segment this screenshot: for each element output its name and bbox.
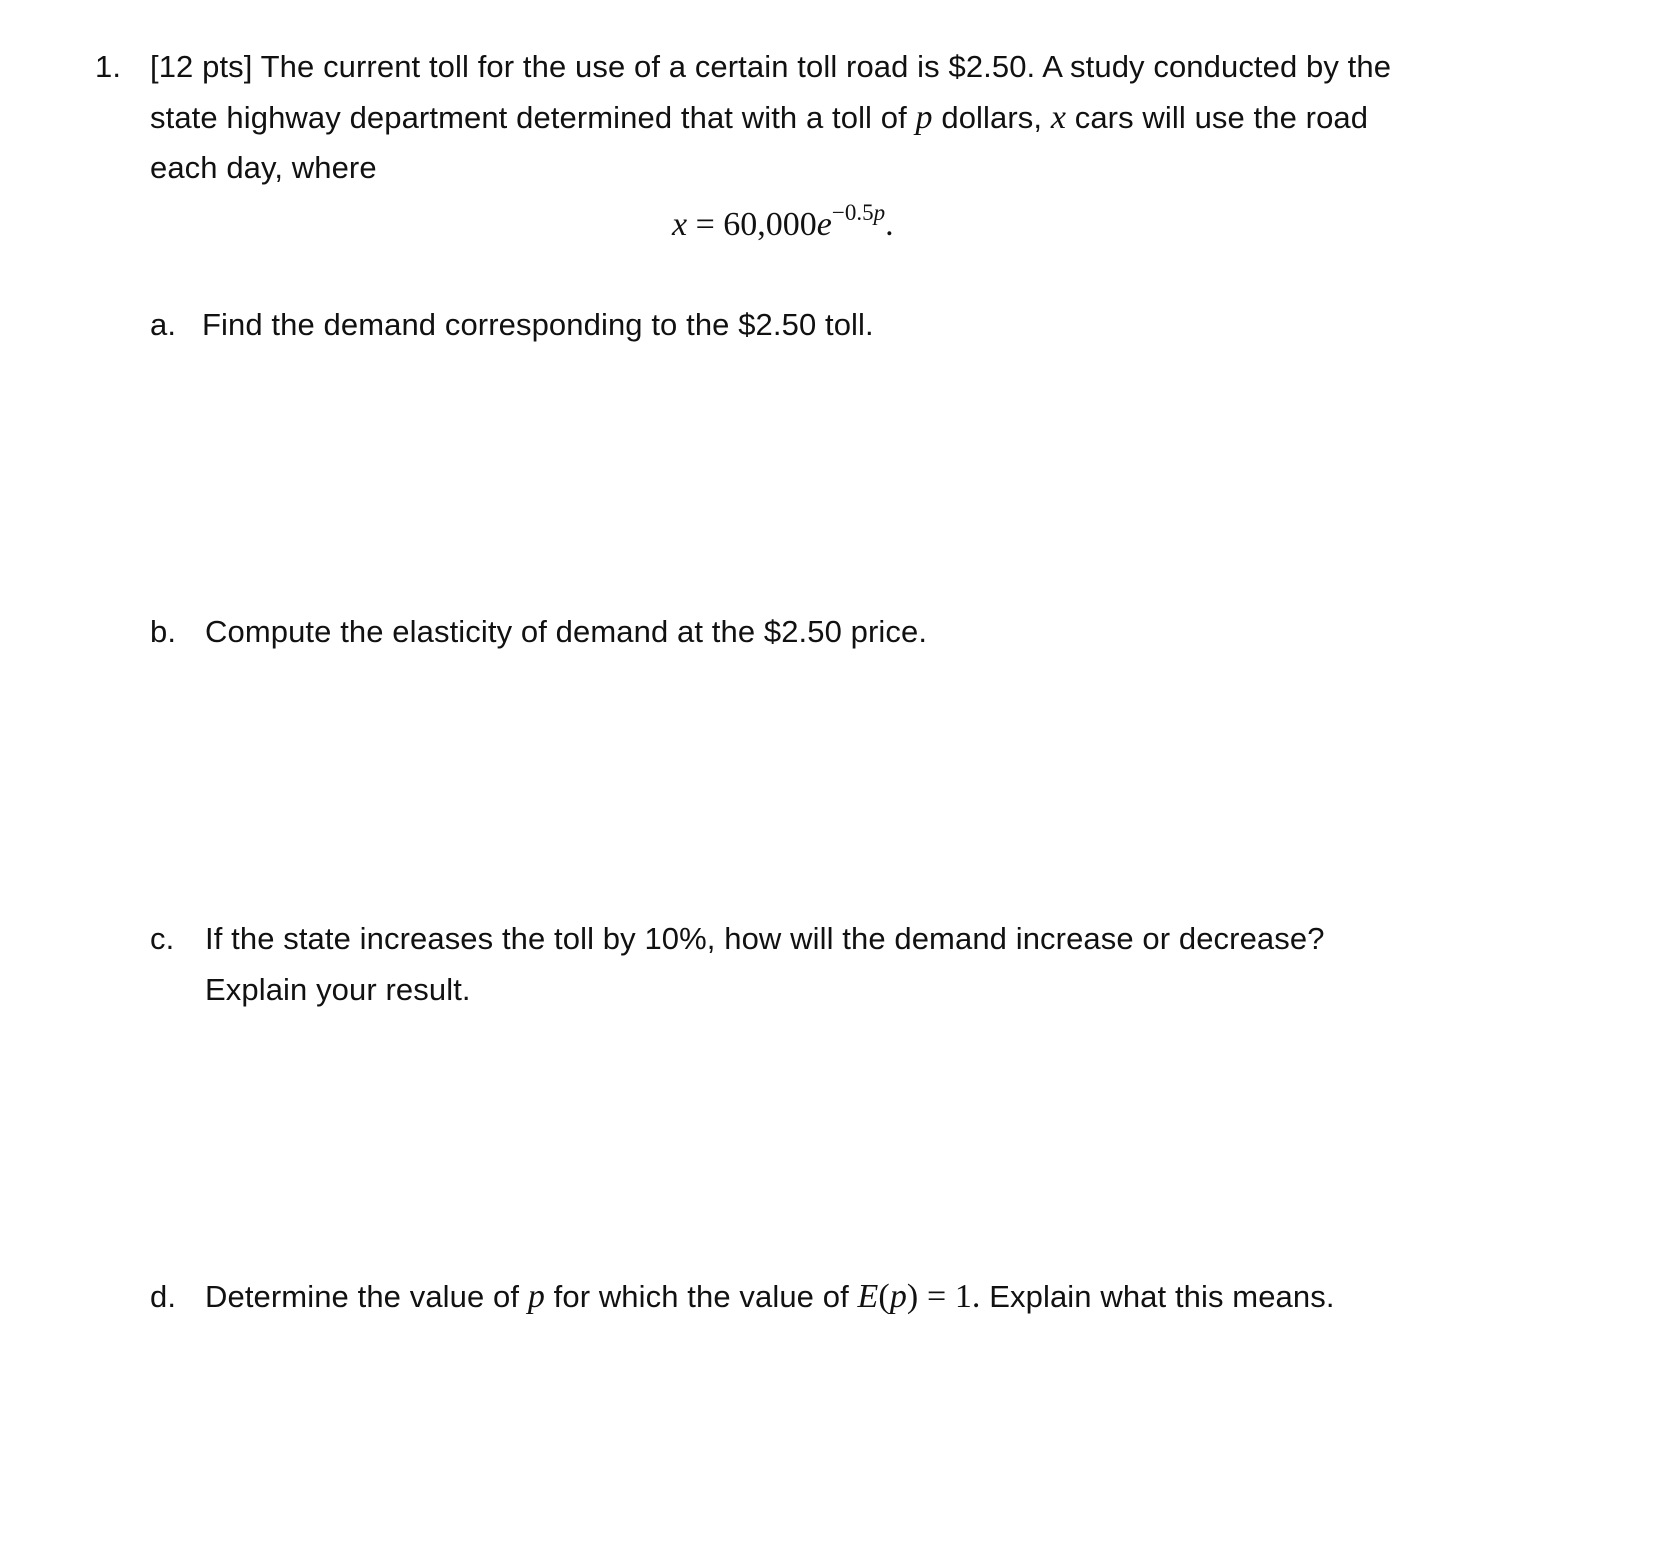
function-E: E [857, 1278, 879, 1315]
part-d-text: Determine the value of p for which the value of E(p) = 1. Explain what this means. [205, 1278, 1335, 1315]
question-line-3: each day, where [150, 150, 377, 185]
part-b-text: Compute the elasticity of demand at the $2.50 price. [205, 614, 928, 649]
variable-x: x [1050, 99, 1067, 136]
part-c-text: If the state increases the toll by 10%, how will the demand increase or decrease? [205, 921, 1325, 956]
variable-p: p [527, 1278, 545, 1315]
part-c-text-2: Explain your result. [205, 972, 471, 1007]
question-line-1: [12 pts] The current toll for the use of a certain toll road is $2.50. A study conducted by the [150, 49, 1392, 84]
part-c-label: c. [150, 921, 175, 956]
part-d-label: d. [150, 1279, 177, 1314]
demand-equation: $x = 60,000e^{-0.5p}$. [672, 200, 894, 243]
part-b-label: b. [150, 614, 177, 649]
part-a-label: a. [150, 307, 177, 342]
question-number: 1. [95, 49, 122, 84]
part-a-text: Find the demand corresponding to the $2.50 toll. [202, 307, 874, 342]
variable-p: p [915, 99, 933, 136]
question-points: [12 pts] [150, 49, 253, 84]
question-line-2: state highway department determined that with a toll of p dollars, x cars will use the road [150, 99, 1369, 136]
